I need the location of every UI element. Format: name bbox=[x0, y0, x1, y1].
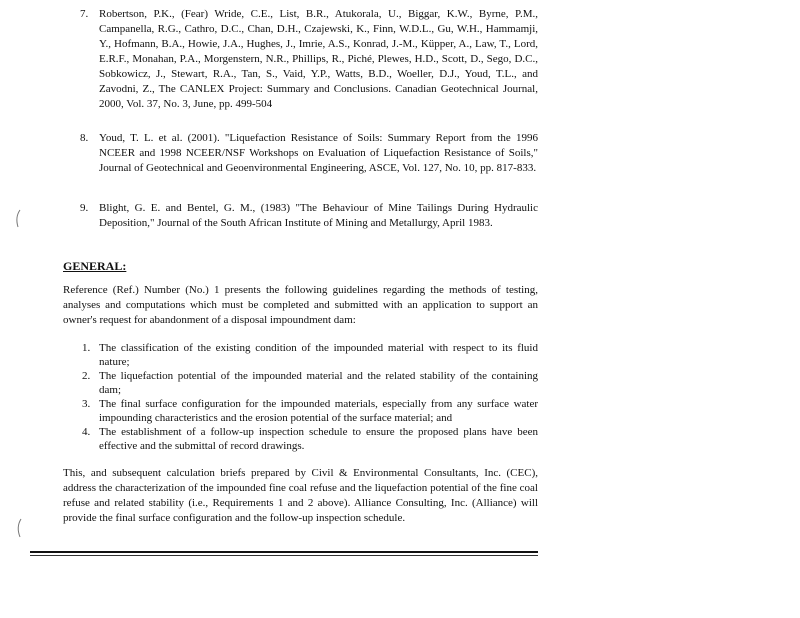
reference-number: 7. bbox=[80, 8, 89, 20]
list-item-text: The liquefaction potential of the impounded material and the related stability of the containing dam; bbox=[99, 370, 538, 396]
list-item-text: The classification of the existing condition of the impounded material with respect to its fluid nature; bbox=[99, 342, 538, 368]
list-item-text: The final surface configuration for the impounded materials, especially from any surface water impounding characteristics and the erosion potential of the surface material; and bbox=[99, 398, 538, 424]
reference-number: 8. bbox=[80, 132, 89, 144]
list-item-number: 1. bbox=[82, 342, 91, 354]
reference-item bbox=[80, 7, 538, 112]
list-item-number: 2. bbox=[82, 370, 91, 382]
page-rule bbox=[30, 551, 538, 553]
list-item-number: 4. bbox=[82, 426, 91, 438]
reference-item bbox=[80, 201, 538, 231]
closing-paragraph: This, and subsequent calculation briefs prepared by Civil & Environmental Consultants, Inc. (CEC), address the characterization of the impounded fine coal refuse and the liquefaction potential of the fine coal refuse and related stability (i.e., Requirements 1 and 2 above). Alliance Consulting, Inc. (Alliance) will provide the final surface configuration and the follow-up inspection schedule. bbox=[63, 467, 538, 524]
reference-number: 9. bbox=[80, 202, 89, 214]
reference-text: Blight, G. E. and Bentel, G. M., (1983) "The Behaviour of Mine Tailings During Hydraulic Deposition," Journal of the South African Institute of Mining and Metallurgy, April 1983. bbox=[99, 202, 538, 229]
scan-mark-icon bbox=[15, 518, 23, 538]
reference-text: Youd, T. L. et al. (2001). "Liquefaction Resistance of Soils: Summary Report from the 1996 NCEER and 1998 NCEER/NSF Workshops on Evaluation of Liquefaction Resistance of Soils," Journal of Geotechnical and Geoenvironmental Engineering, ASCE, Vol. 127, No. 10, pp. 817-833. bbox=[99, 132, 538, 174]
reference-text: Robertson, P.K., (Fear) Wride, C.E., List, B.R., Atukorala, U., Biggar, K.W., Byrne, P.M., Campanella, R.G., Cathro, D.C., Chan, D.H., Czajewski, K., Finn, W.D.L., Gu, W.H., Hammamji, Y., Hofmann, B.A., Howie, J.A., Hughes, J., Imrie, A.S., Konrad, J.-M., Küpper, A., Law, T., Lord, E.R.F., Monahan, P.A., Morgenstern, N.R., Phillips, R., Piché, Plewes, H.D., Scott, D., Sego, D.C., Sobkowicz, J., Stewart, R.A., Tan, S., Vaid, Y.P., Watts, B.D., Woeller, D.J., Youd, T.L., and Zavodni, Z., The CANLEX Project: Summary and Conclusions. Canadian Geotechnical Journal, 2000, Vol. 37, No. 3, June, pp. 499-504 bbox=[99, 8, 538, 110]
intro-paragraph: Reference (Ref.) Number (No.) 1 presents the following guidelines regarding the methods of testing, analyses and computations which must be completed and submitted with an application to support an owner's request for abandonment of a disposal impoundment dam: bbox=[63, 284, 538, 326]
list-item-number: 3. bbox=[82, 398, 91, 410]
page-rule bbox=[30, 555, 538, 556]
requirements-list bbox=[82, 341, 538, 453]
list-item bbox=[82, 397, 538, 425]
scan-mark-icon bbox=[14, 209, 22, 229]
list-item bbox=[82, 341, 538, 369]
list-item bbox=[82, 425, 538, 453]
list-item-text: The establishment of a follow-up inspection schedule to ensure the proposed plans have been effective and the submittal of record drawings. bbox=[99, 426, 538, 452]
list-item bbox=[82, 369, 538, 397]
reference-item bbox=[80, 131, 538, 176]
section-heading: GENERAL: bbox=[63, 259, 127, 273]
